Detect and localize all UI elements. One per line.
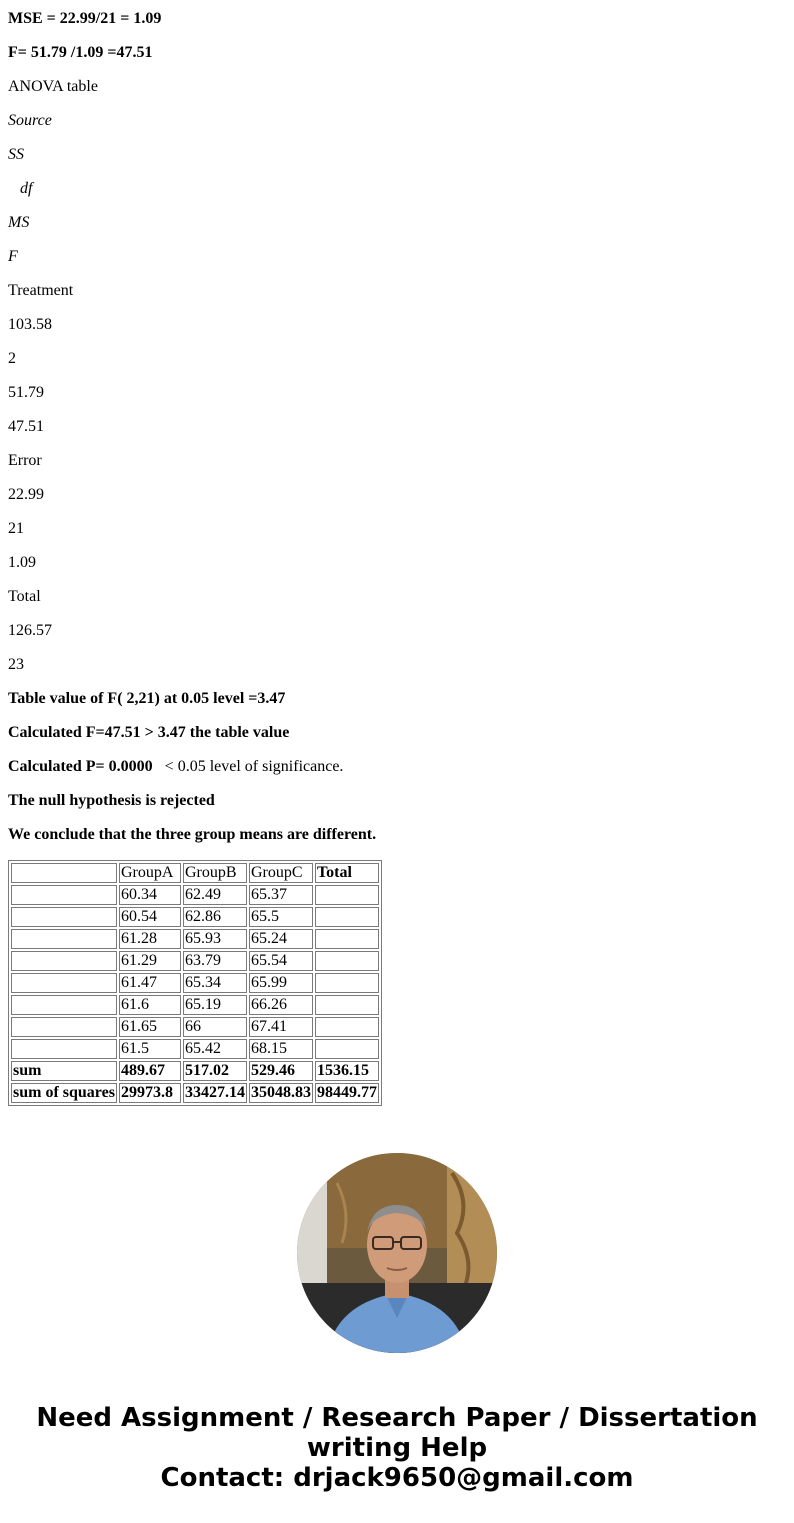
table-cell [315, 995, 379, 1015]
treatment-ss: 103.58 [8, 316, 52, 333]
conclusion-line: We conclude that the three group means are different. [8, 826, 377, 843]
table-cell [315, 973, 379, 993]
document-body [8, 0, 788, 1106]
header-ms: MS [8, 214, 30, 231]
table-cell: 489.67 [119, 1061, 181, 1081]
error-ss: 22.99 [8, 486, 44, 503]
table-cell: 29973.8 [119, 1083, 181, 1103]
table-cell: 65.93 [183, 929, 247, 949]
error-source: Error [8, 452, 42, 469]
table-cell: 65.37 [249, 885, 313, 905]
calculated-f-line: Calculated F=47.51 > 3.47 the table value [8, 724, 290, 741]
table-cell: 517.02 [183, 1061, 247, 1081]
mse-line: MSE = 22.99/21 = 1.09 [8, 10, 162, 27]
table-cell [11, 885, 117, 905]
header-f: F [8, 248, 18, 265]
calculated-p-line [8, 758, 788, 776]
table-cell: 62.49 [183, 885, 247, 905]
table-row [11, 907, 379, 927]
table-cell: 60.54 [119, 907, 181, 927]
table-cell: 65.42 [183, 1039, 247, 1059]
table-cell: 61.47 [119, 973, 181, 993]
table-cell: 61.65 [119, 1017, 181, 1037]
promo-line-2: writing Help [306, 1433, 488, 1463]
table-row [11, 995, 379, 1015]
header-df: df [20, 180, 33, 197]
total-source: Total [8, 588, 41, 605]
table-value-line: Table value of F( 2,21) at 0.05 level =3.47 [8, 690, 286, 707]
table-cell: 65.54 [249, 951, 313, 971]
avatar [297, 1153, 497, 1353]
table-cell [315, 907, 379, 927]
table-cell: 61.29 [119, 951, 181, 971]
table-header-cell: GroupB [183, 863, 247, 883]
table-header-cell: GroupC [249, 863, 313, 883]
table-header-row [11, 863, 379, 883]
table-cell: 61.28 [119, 929, 181, 949]
table-cell [11, 1017, 117, 1037]
group-data-table [8, 860, 382, 1106]
promo-contact: Contact: drjack9650@gmail.com [160, 1463, 634, 1493]
table-header-cell: GroupA [119, 863, 181, 883]
table-cell: 529.46 [249, 1061, 313, 1081]
table-row [11, 1017, 379, 1037]
table-cell [11, 1039, 117, 1059]
treatment-source: Treatment [8, 282, 74, 299]
sum-row [11, 1061, 379, 1081]
table-cell [11, 929, 117, 949]
promo-banner [0, 1403, 794, 1493]
table-cell: 33427.14 [184, 1084, 245, 1101]
table-cell: 66.26 [249, 995, 313, 1015]
table-cell: 65.24 [249, 929, 313, 949]
calculated-p-rest: < 0.05 level of significance. [152, 758, 344, 775]
total-df: 23 [8, 656, 24, 673]
table-cell [315, 1017, 379, 1037]
calculated-p-bold: Calculated P= 0.0000 [8, 758, 153, 775]
table-cell [315, 951, 379, 971]
treatment-ms: 51.79 [8, 384, 44, 401]
table-cell: sum [11, 1061, 117, 1081]
treatment-df: 2 [8, 350, 16, 367]
f-line: F= 51.79 /1.09 =47.51 [8, 44, 153, 61]
table-cell: 35048.83 [250, 1084, 311, 1101]
table-cell [11, 973, 117, 993]
table-cell: 68.15 [249, 1039, 313, 1059]
table-cell [315, 929, 379, 949]
table-cell: 62.86 [183, 907, 247, 927]
table-cell: 67.41 [249, 1017, 313, 1037]
table-row [11, 1039, 379, 1059]
sum-of-squares-row [11, 1083, 379, 1103]
table-cell: 98449.77 [316, 1084, 377, 1101]
person-photo-icon [297, 1153, 497, 1353]
table-cell: 65.5 [249, 907, 313, 927]
table-cell: 66 [183, 1017, 247, 1037]
table-cell: 65.34 [183, 973, 247, 993]
total-ss: 126.57 [8, 622, 52, 639]
table-cell: 65.19 [183, 995, 247, 1015]
table-row [11, 885, 379, 905]
null-hypothesis-line: The null hypothesis is rejected [8, 792, 215, 809]
treatment-f: 47.51 [8, 418, 44, 435]
error-ms: 1.09 [8, 554, 36, 571]
header-source: Source [8, 112, 52, 129]
table-cell: 60.34 [119, 885, 181, 905]
table-header-cell [11, 863, 117, 883]
table-cell [11, 951, 117, 971]
table-header-cell: Total [315, 863, 379, 883]
table-cell: 65.99 [249, 973, 313, 993]
table-cell [315, 1039, 379, 1059]
table-row [11, 929, 379, 949]
header-ss: SS [8, 146, 24, 163]
table-cell: 1536.15 [315, 1061, 379, 1081]
table-row [11, 973, 379, 993]
table-cell [11, 995, 117, 1015]
error-df: 21 [8, 520, 24, 537]
anova-title: ANOVA table [8, 78, 98, 95]
promo-line-1: Need Assignment / Research Paper / Dissertation [36, 1403, 758, 1433]
table-cell: 63.79 [183, 951, 247, 971]
table-cell: 61.5 [119, 1039, 181, 1059]
table-cell: 61.6 [119, 995, 181, 1015]
table-cell [11, 907, 117, 927]
table-cell [315, 885, 379, 905]
table-row [11, 951, 379, 971]
table-cell: sum of squares [13, 1084, 115, 1101]
